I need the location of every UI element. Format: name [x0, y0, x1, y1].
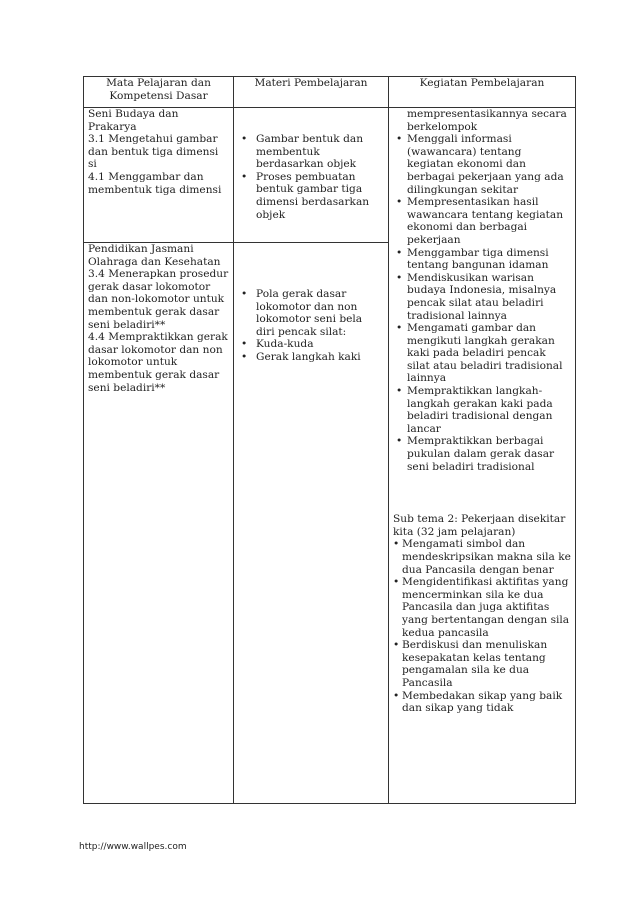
kd-code: 4.1 — [88, 170, 105, 183]
materi-cell-penjas — [234, 243, 389, 804]
list-item: • Mengidentifikasi aktifitas yang mencerminkan sila ke dua Pancasila dan juga aktifitas yang bertentangan dengan sila kedua pancasila — [393, 576, 571, 639]
subject-name: Pendidikan Jasmani Olahraga dan Kesehatan — [88, 243, 221, 268]
kd-item — [88, 133, 229, 171]
kd-text: Mempraktikkan gerak dasar lokomotor dan non lokomotor untuk membentuk gerak dasar seni beladiri** — [88, 331, 228, 394]
list-item: • Menggambar tiga dimensi tentang bangunan idaman — [393, 247, 571, 272]
list-item: • Menggali informasi (wawancara) tentang kegiatan ekonomi dan berbagai pekerjaan yang ada dilingkungan sekitar — [393, 133, 571, 196]
table-header-row — [84, 77, 576, 108]
subtema-section — [393, 513, 571, 715]
list-item: • Mengamati gambar dan mengikuti langkah gerakan kaki pada beladiri pencak silat atau beladiri tradisional lainnya — [393, 322, 571, 385]
list-item: • Kuda-kuda — [238, 338, 384, 351]
list-item: • Berdiskusi dan menuliskan kesepakatan kelas tentang pengamalan sila ke dua Pancasila — [393, 639, 571, 689]
kd-text: Menggambar dan membentuk tiga dimensi — [88, 170, 222, 196]
list-item: • Pola gerak dasar lokomotor dan non lokomotor seni bela diri pencak silat: — [238, 288, 384, 338]
footer-url: http://www.wallpes.com — [79, 842, 187, 852]
list-item: mempresentasikannya secara berkelompok — [407, 108, 567, 133]
subtema-title: Sub tema 2: Pekerjaan disekitar kita (32 jam pelajaran) — [393, 513, 566, 538]
kd-code: 3.1 — [88, 133, 105, 146]
list-item: • Mempresentasikan hasil wawancara tentang kegiatan ekonomi dan berbagai pekerjaan — [393, 196, 571, 246]
table-row — [84, 108, 576, 243]
list-item: • Mengamati simbol dan mendeskripsikan makna sila ke dua Pancasila dengan benar — [393, 538, 571, 576]
kegiatan-cell — [389, 108, 576, 804]
kd-text: Menerapkan prosedur gerak dasar lokomotor dan non-lokomotor untuk membentuk gerak dasar seni beladiri** — [88, 268, 229, 331]
materi-cell-seni-budaya — [234, 108, 389, 243]
list-item: • Proses pembuatan bentuk gambar tiga dimensi berdasarkan objek — [238, 171, 384, 221]
list-item: • Gerak langkah kaki — [238, 351, 384, 364]
subject-cell-seni-budaya — [84, 108, 234, 243]
subject-cell-penjas — [84, 243, 234, 804]
kd-item — [88, 268, 229, 331]
subject-name: Seni Budaya dan Prakarya — [88, 108, 179, 133]
list-item: • Gambar bentuk dan membentuk berdasarkan objek — [238, 133, 384, 171]
header-kegiatan: Kegiatan Pembelajaran — [389, 77, 576, 108]
list-item: • Mendiskusikan warisan budaya Indonesia, misalnya pencak silat atau beladiri tradisional lainnya — [393, 272, 571, 322]
kd-item — [88, 171, 229, 196]
kd-item — [88, 331, 229, 394]
header-materi: Materi Pembelajaran — [234, 77, 389, 108]
list-item: • Mempraktikkan berbagai pukulan dalam gerak dasar seni beladiri tradisional — [393, 435, 571, 473]
lesson-plan-table — [83, 76, 576, 804]
header-subject: Mata Pelajaran dan Kompetensi Dasar — [84, 77, 234, 108]
list-item: • Mempraktikkan langkah-langkah gerakan kaki pada beladiri tradisional dengan lancar — [393, 385, 571, 435]
list-item: • Membedakan sikap yang baik dan sikap yang tidak — [393, 690, 571, 715]
kd-text: Mengetahui gambar dan bentuk tiga dimensi si — [88, 133, 219, 171]
kd-code: 3.4 — [88, 268, 105, 281]
kd-code: 4.4 — [88, 331, 105, 344]
